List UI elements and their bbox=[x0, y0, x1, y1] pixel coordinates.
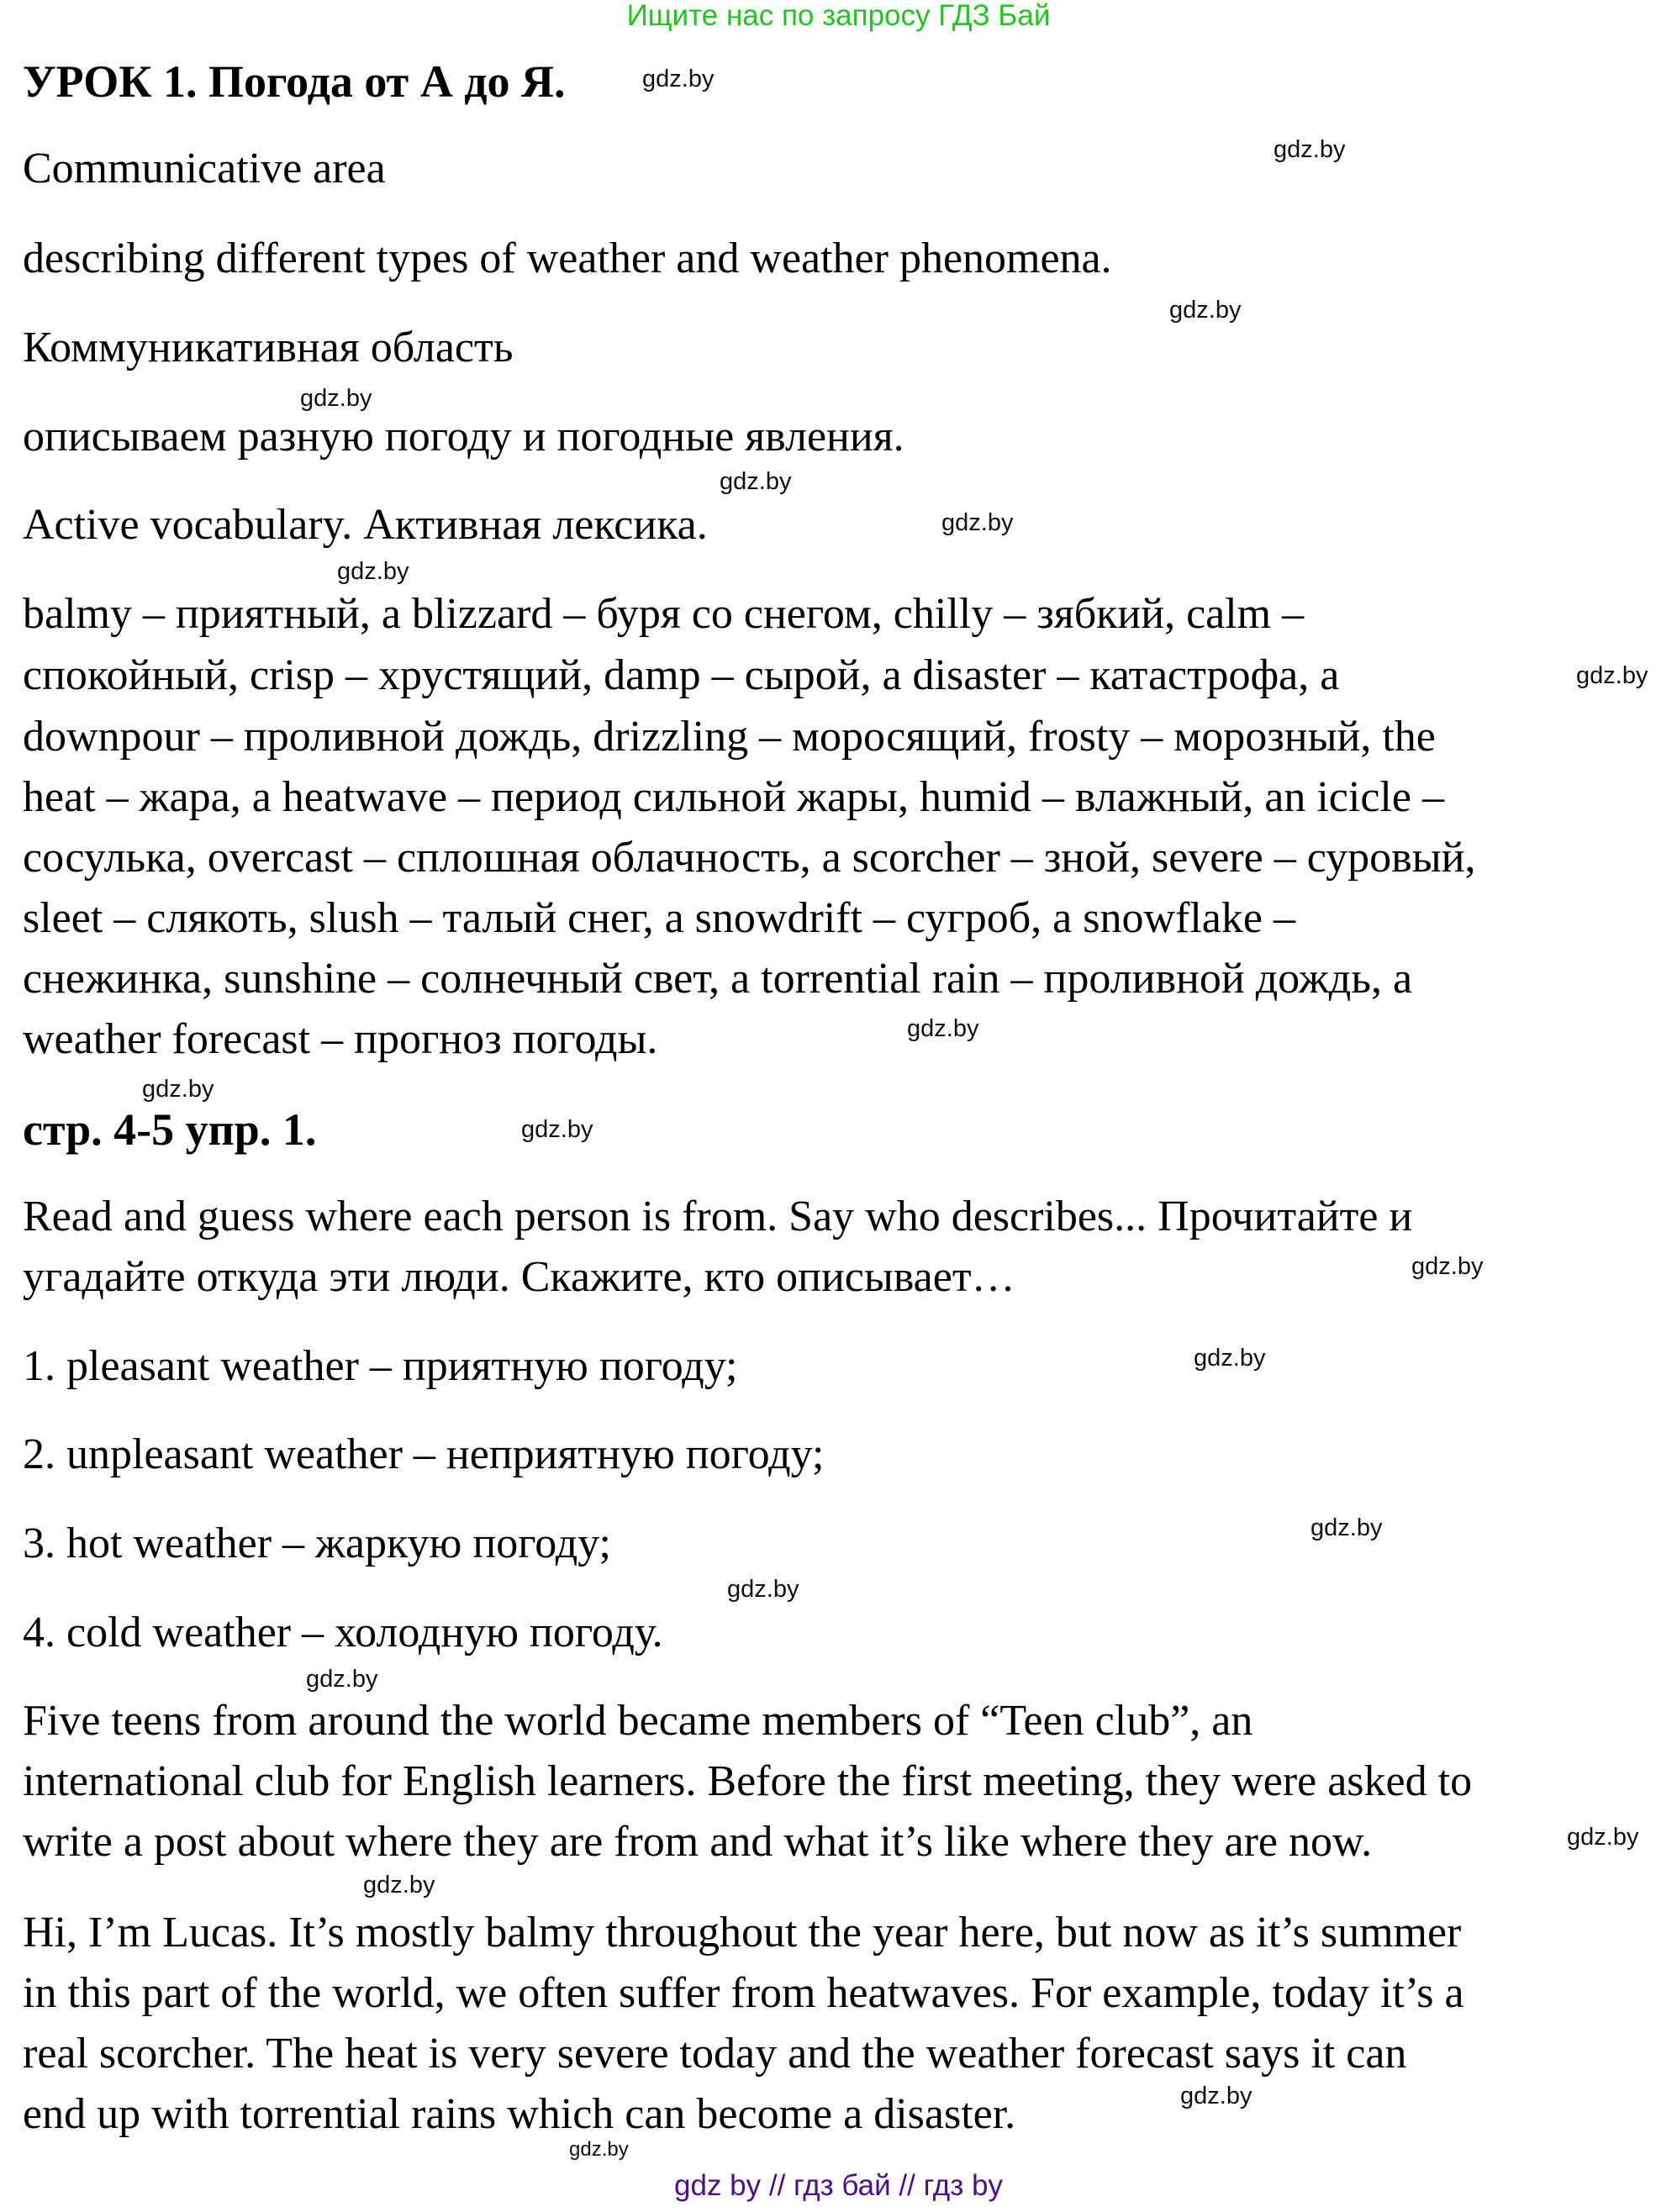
text-line: угадайте откуда эти люди. Скажите, кто описывает… bbox=[23, 1253, 1015, 1301]
lesson-title: УРОК 1. Погода от А до Я. bbox=[23, 56, 566, 107]
watermark: gdz.by bbox=[727, 1576, 799, 1603]
text-line: снежинка, sunshine – солнечный свет, a torrential rain – проливной дождь, а bbox=[23, 955, 1413, 1003]
text-line: heat – жара, a heatwave – период сильной жары, humid – влажный, an icicle – bbox=[23, 773, 1444, 821]
watermark: gdz.by bbox=[1411, 1253, 1484, 1280]
text-line: Communicative area bbox=[23, 145, 386, 192]
watermark: gdz.by bbox=[363, 1872, 435, 1899]
text-line: describing different types of weather and weather phenomena. bbox=[23, 234, 1112, 282]
watermark: gdz.by bbox=[720, 468, 792, 495]
text-line: balmy – приятный, a blizzard – буря со снегом, chilly – зябкий, calm – bbox=[23, 590, 1305, 638]
watermark: gdz.by bbox=[306, 1666, 378, 1693]
text-line: Read and guess where each person is from. Say who describes... Прочитайте и bbox=[23, 1193, 1413, 1240]
text-line: downpour – проливной дождь, drizzling – моросящий, frosty – морозный, the bbox=[23, 713, 1436, 761]
watermark: gdz.by bbox=[1180, 2083, 1252, 2109]
search-us-banner: Ищите нас по запросу ГДЗ Бай bbox=[626, 0, 1051, 32]
text-line: sleet – слякоть, slush – талый снег, a snowdrift – сугроб, a snowflake – bbox=[23, 894, 1295, 942]
text-line: 4. cold weather – холодную погоду. bbox=[23, 1609, 663, 1656]
watermark: gdz.by bbox=[337, 558, 409, 585]
watermark: gdz.by bbox=[642, 66, 715, 92]
text-line: Five teens from around the world became members of “Teen club”, an bbox=[23, 1697, 1253, 1745]
watermark: gdz.by bbox=[941, 509, 1014, 536]
text-line: real scorcher. The heat is very severe today and the weather forecast says it can bbox=[23, 2030, 1407, 2078]
watermark: gdz.by bbox=[1576, 662, 1648, 689]
watermark: gdz.by bbox=[1194, 1345, 1266, 1372]
text-line: international club for English learners. Before the first meeting, they were asked to bbox=[23, 1757, 1473, 1805]
text-line: 1. pleasant weather – приятную погоду; bbox=[23, 1342, 738, 1390]
watermark: gdz.by bbox=[521, 1116, 593, 1143]
text-line: in this part of the world, we often suffer from heatwaves. For example, today it’s a bbox=[23, 1969, 1464, 2017]
watermark: gdz.by bbox=[569, 2138, 629, 2161]
footer-links: gdz by // гдз бай // гдз by bbox=[674, 2169, 1003, 2202]
watermark: gdz.by bbox=[300, 385, 372, 412]
watermark: gdz.by bbox=[1310, 1514, 1383, 1541]
text-line: Коммуникативная область bbox=[23, 324, 514, 371]
text-line: write a post about where they are from and what it’s like where they are now. bbox=[23, 1818, 1373, 1866]
text-line: описываем разную погоду и погодные явления. bbox=[23, 413, 904, 461]
text-line: сосулька, overcast – сплошная облачность, a scorcher – зной, severe – суровый, bbox=[23, 834, 1476, 882]
exercise-heading: стр. 4-5 упр. 1. bbox=[23, 1104, 317, 1155]
text-line: Active vocabulary. Активная лексика. bbox=[23, 501, 708, 549]
text-line: спокойный, crisp – хрустящий, damp – сырой, a disaster – катастрофа, a bbox=[23, 651, 1340, 699]
watermark: gdz.by bbox=[1567, 1824, 1639, 1851]
watermark: gdz.by bbox=[142, 1076, 214, 1103]
text-line: 3. hot weather – жаркую погоду; bbox=[23, 1519, 611, 1567]
text-line: Hi, I’m Lucas. It’s mostly balmy throughout the year here, but now as it’s summer bbox=[23, 1909, 1462, 1957]
watermark: gdz.by bbox=[1169, 297, 1242, 324]
text-line: weather forecast – прогноз погоды. bbox=[23, 1015, 658, 1063]
watermark: gdz.by bbox=[1274, 136, 1346, 163]
text-line: end up with torrential rains which can become a disaster. bbox=[23, 2090, 1016, 2138]
text-line: 2. unpleasant weather – неприятную погоду; bbox=[23, 1430, 825, 1478]
watermark: gdz.by bbox=[907, 1015, 979, 1042]
